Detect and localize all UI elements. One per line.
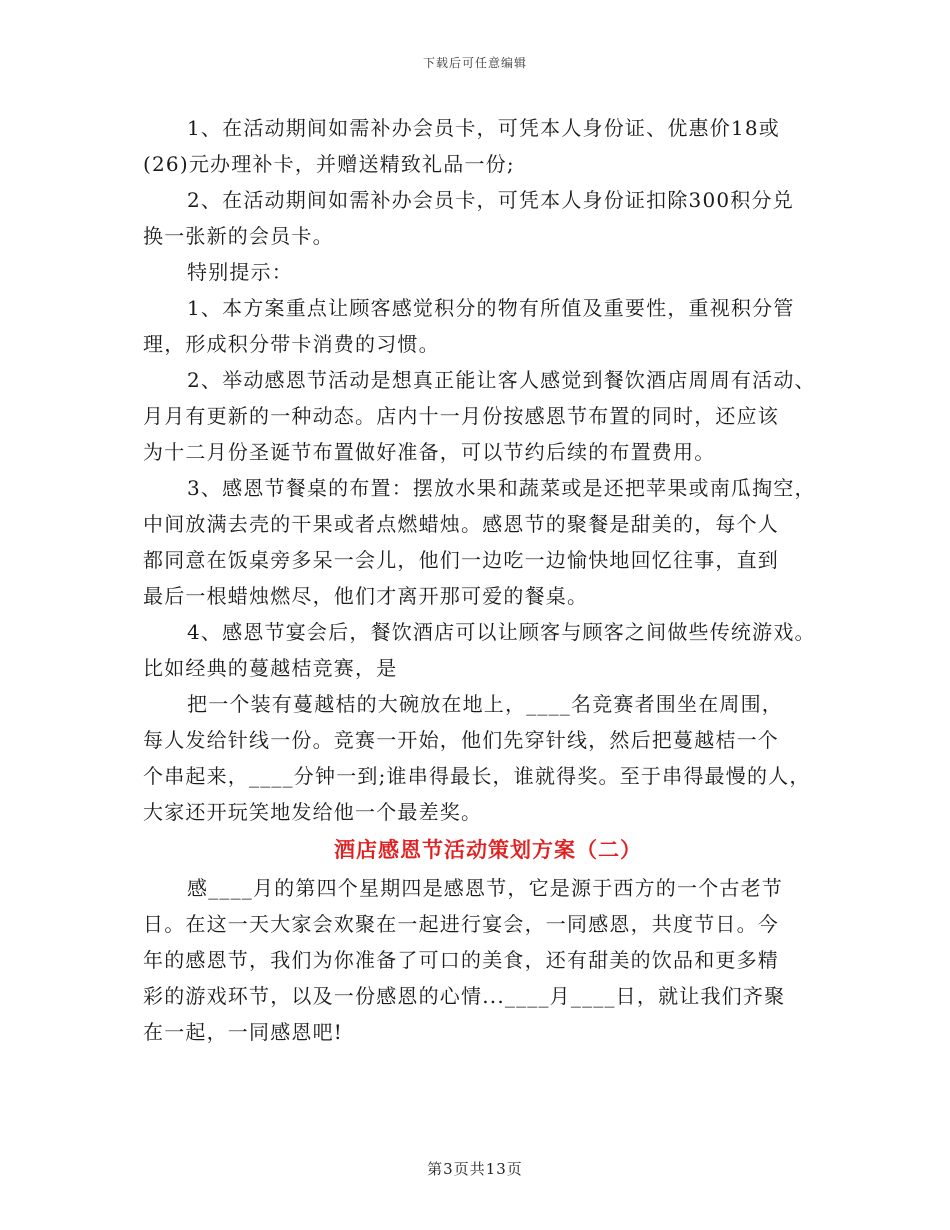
text-line: 2、举动感恩节活动是想真正能让客人感觉到餐饮酒店周周有活动、 [187,368,816,392]
text-line: 每人发给针线一份。竞赛一开始，他们先穿针线，然后把蔓越桔一个 [143,728,779,752]
text-line: 最后一根蜡烛燃尽，他们才离开那可爱的餐桌。 [143,584,589,608]
text-line: 1、本方案重点让顾客感觉积分的物有所值及重要性，重视积分管 [187,296,795,320]
text-line: 特别提示： [187,260,293,284]
text-line: 感____月的第四个星期四是感恩节，它是源于西方的一个古老节 [187,876,783,900]
text-line: 理，形成积分带卡消费的习惯。 [143,332,440,356]
page-number: 第3页共13页 [427,1160,523,1178]
text-line: 大家还开玩笑地发给他一个最差奖。 [143,800,483,824]
text-line: 彩的游戏环节，以及一份感恩的心情...____月____日，就让我们齐聚 [143,984,786,1008]
text-line: 个串起来，____分钟一到;谁串得最长，谁就得奖。至于串得最慢的人， [143,764,811,788]
section-title: 酒店感恩节活动策划方案（二） [334,837,642,862]
text-line: 3、感恩节餐桌的布置：摆放水果和蔬菜或是还把苹果或南瓜掏空， [187,476,816,500]
text-line: 换一张新的会员卡。 [143,224,334,248]
text-line: 比如经典的蔓越桔竞赛，是 [143,656,398,680]
document-body [143,110,833,1050]
text-line: 2、在活动期间如需补办会员卡，可凭本人身份证扣除300积分兑 [187,188,794,212]
text-line: 年的感恩节，我们为你准备了可口的美食，还有甜美的饮品和更多精 [143,948,779,972]
text-line: 中间放满去壳的干果或者点燃蜡烛。感恩节的聚餐是甜美的，每个人 [143,512,779,536]
text-line: (26)元办理补卡，并赠送精致礼品一份; [143,152,515,176]
paragraph-block [143,110,833,830]
page-header: 下载后可任意编辑 [422,56,527,70]
text-line: 月月有更新的一种动态。店内十一月份按感恩节布置的同时，还应该 [143,404,779,428]
text-line: 都同意在饭桌旁多呆一会儿，他们一边吃一边愉快地回忆往事，直到 [143,548,779,572]
text-line: 在一起，一同感恩吧! [143,1020,344,1044]
text-line: 4、感恩节宴会后，餐饮酒店可以让顾客与顾客之间做些传统游戏。 [187,620,816,644]
text-line: 为十二月份圣诞节布置做好准备，可以节约后续的布置费用。 [143,440,716,464]
text-line: 把一个装有蔓越桔的大碗放在地上，____名竞赛者围坐在周围， [187,692,783,716]
text-line: 1、在活动期间如需补办会员卡，可凭本人身份证、优惠价18或 [187,116,780,140]
paragraph-block [143,870,833,1050]
text-line: 日。在这一天大家会欢聚在一起进行宴会，一同感恩，共度节日。今 [143,912,779,936]
